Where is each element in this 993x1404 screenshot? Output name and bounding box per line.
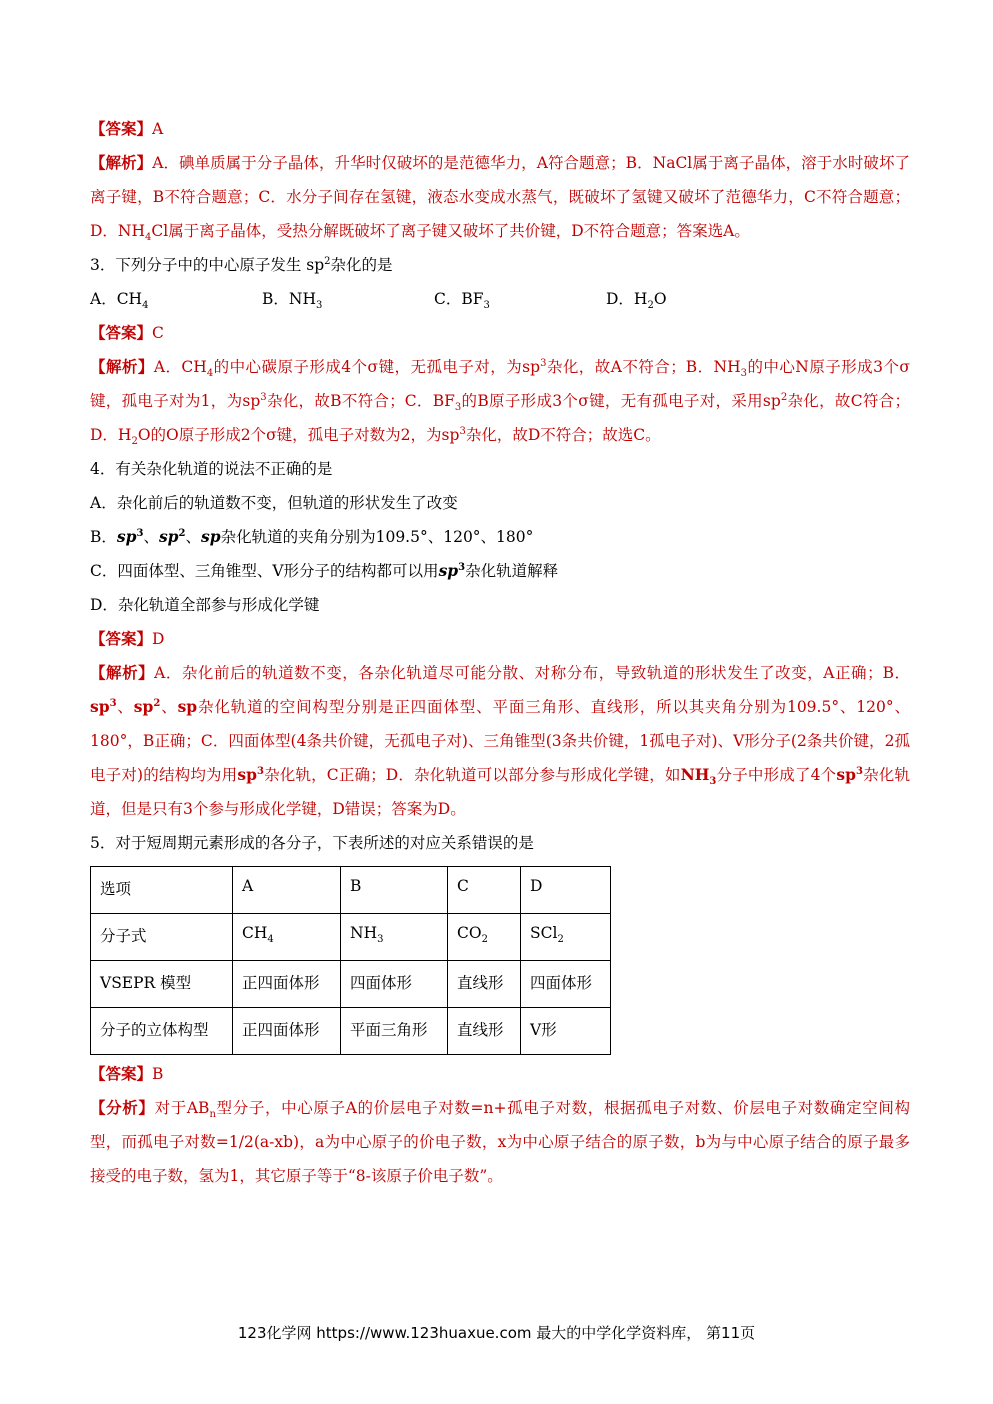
q4-option-a: A．杂化前后的轨道数不变，但轨道的形状发生了改变 (90, 494, 458, 512)
q3-analysis: 【解析】A．$CH_4$的中心碳原子形成4个σ键，无孤电子对，为$sp^3$杂化，故A不符合；B．$NH_3$的中心N原子形成3个σ键，孤电子对为1，为$sp^3$杂化，故B不符合；C．$BF_3$的B原子形成3个σ键，无有孤电子对，采用$sp^2$杂化，故C符合；D．$H_2O$的O原子形成2个σ键，孤电子对数为2，为$sp^3$杂化，故D不符合；故选C。 (90, 357, 910, 448)
q4-analysis: 【解析】A．杂化前后的轨道数不变，各杂化轨道尽可能分散、对称分布，导致轨道的形状发生了改变，A正确；B．$sp^3$、$sp^2$、sp杂化轨道的空间构型分别是正四面体型、平面三角形、直线形，所以其夹角分别为109.5°、120°、180°，B正确；C．四面体型(4条共价键，无孤电子对)、三角锥型(3条共价键，1孤电子对)、V形分子(2条共价键，2孤电子对)的结构均为用$sp^3$杂化轨，C正确；D．杂化轨道可以部分参与形成化学键，如$NH_3$分子中形成了4个$sp^3$杂化轨道，但是只有3个参与形成化学键，D错误；答案为D。 (90, 663, 910, 818)
q4-answer: 【答案】D (90, 629, 165, 648)
q4-stem: 4．有关杂化轨道的说法不正确的是 (90, 460, 333, 478)
table-row: 分子的立体构型 正四面体形 平面三角形 直线形 V形 (91, 1008, 611, 1055)
q4-option-b: B．$sp^3$、$sp^2$、sp杂化轨道的夹角分别为109.5°、120°、180° (90, 527, 534, 546)
table-row: 分子式 $CH_4$ $NH_3$ $CO_2$ SCl$_2$ (91, 914, 611, 961)
q5-table (90, 866, 611, 1055)
table-row: 选项 A B C D (91, 867, 611, 914)
q3-option-c: C．$BF_3$ (434, 290, 490, 312)
q3-stem: 3．下列分子中的中心原子发生 $sp^2$杂化的是 (90, 255, 393, 274)
q3-option-a: A．$CH_4$ (90, 290, 149, 312)
q5-answer: 【答案】B (90, 1064, 164, 1083)
q4-option-c: C．四面体型、三角锥型、V形分子的结构都可以用$sp^3$杂化轨道解释 (90, 561, 559, 580)
q5-analysis: 【分析】对于$AB_n$型分子，中心原子A的价层电子对数=n+孤电子对数，根据孤电子对数、价层电子对数确定空间构型，而孤电子对数=1/2(a-xb)，a为中心原子的价电子数，x为中心原子结合的原子数，b为与中心原子结合的原子最多接受的电子数，氢为1，其它原子等于“8-该原子价电子数”。 (90, 1098, 910, 1185)
table-row: VSEPR 模型 正四面体形 四面体形 直线形 四面体形 (91, 961, 611, 1008)
document-page (90, 112, 910, 1193)
q4-option-d: D．杂化轨道全部参与形成化学键 (90, 596, 320, 614)
q3-options (90, 282, 910, 316)
q3-answer: 【答案】C (90, 323, 164, 342)
q2-answer: 【答案】A (90, 119, 164, 138)
q3-option-d: D．$H_2O$ (606, 290, 667, 312)
q5-stem: 5．对于短周期元素形成的各分子，下表所述的对应关系错误的是 (90, 834, 534, 852)
page-footer: 123化学网 https://www.123huaxue.com 最大的中学化学资料库， 第11页 (237, 1324, 756, 1342)
q2-analysis: 【解析】A．碘单质属于分子晶体，升华时仅破坏的是范德华力，A符合题意；B．NaCl属于离子晶体，溶于水时破坏了离子键，B不符合题意；C．水分子间存在氢键，液态水变成水蒸气，既破坏了氢键又破坏了范德华力，C不符合题意；D．$NH_4Cl$属于离子晶体，受热分解既破坏了离子键又破坏了共价键，D不符合题意；答案选A。 (90, 153, 910, 244)
q3-option-b: B．$NH_3$ (262, 290, 323, 312)
